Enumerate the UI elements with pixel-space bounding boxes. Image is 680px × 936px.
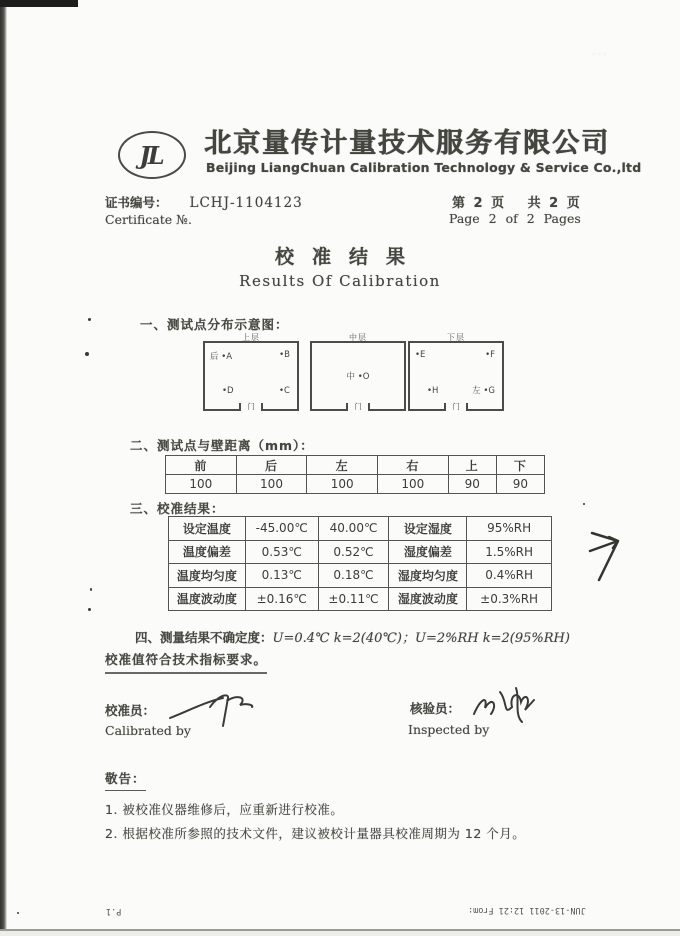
result-cell: 湿度均匀度 [389, 564, 467, 588]
door-marker [203, 403, 299, 411]
inspector-signature [468, 680, 548, 728]
result-cell: 95%RH [467, 517, 552, 541]
company-logo [118, 131, 186, 179]
test-point-F: •F [485, 350, 495, 360]
test-point-D: •D [222, 386, 234, 396]
result-cell: 40.00℃ [318, 517, 389, 541]
result-cell: 湿度偏差 [389, 540, 467, 564]
table-row [166, 475, 545, 494]
notice-heading: 敬告： [105, 769, 146, 791]
result-cell: ±0.16℃ [245, 587, 318, 611]
page-indicator-en: Page 2 of 2 Pages [449, 211, 581, 226]
table-row [169, 587, 552, 611]
table-row [169, 564, 552, 588]
scan-smudge-artifact: ··· [592, 48, 609, 61]
distance-header-left: 左 [307, 456, 378, 475]
scan-speck [85, 352, 89, 356]
calibrated-by-label-cn: 校准员： [105, 703, 156, 718]
distance-header-top: 上 [448, 456, 496, 475]
scan-speck [88, 318, 91, 321]
handwritten-check-mark [588, 518, 638, 588]
section4-uncertainty-line [135, 627, 570, 646]
table-row [169, 540, 552, 564]
diagram-bottom-layer [408, 333, 504, 411]
test-point-C: •C [279, 386, 290, 396]
distance-value: 90 [448, 475, 496, 494]
distance-value: 100 [307, 475, 378, 494]
door-marker [408, 403, 504, 411]
scan-bottom-margin [0, 931, 680, 936]
document-title-en: Results Of Calibration [239, 272, 441, 290]
scan-speck [90, 588, 92, 591]
scan-speck [88, 608, 91, 611]
distance-value: 100 [378, 475, 449, 494]
result-cell: ±0.3%RH [467, 587, 552, 611]
section1-heading: 一、测试点分布示意图： [140, 317, 289, 332]
result-cell: 湿度波动度 [389, 587, 467, 611]
result-cell: 设定湿度 [389, 517, 467, 541]
distance-value: 100 [236, 475, 307, 494]
result-cell: 0.18℃ [318, 564, 389, 588]
conclusion-underline [105, 672, 267, 674]
test-point-B: •B [279, 350, 290, 360]
calibrated-by-label-en: Calibrated by [105, 723, 191, 738]
certificate-label-en: Certificate №. [105, 212, 192, 227]
scan-speck [583, 503, 585, 505]
distance-header-bottom: 下 [496, 456, 544, 475]
door-label: 门 [354, 402, 362, 411]
company-name-chinese: 北京量传计量技术服务有限公司 [204, 128, 610, 159]
logo-jl-text: JL [139, 140, 162, 170]
distance-value: 90 [496, 475, 544, 494]
door-marker [310, 403, 406, 411]
result-cell: 温度波动度 [169, 587, 246, 611]
test-point-G: 左 •G [472, 386, 495, 396]
diagram-bottom-layer-label: 下层 [447, 333, 465, 342]
diagram-top-layer [203, 333, 299, 411]
table-row [166, 456, 545, 475]
test-point-A: 后 •A [210, 352, 233, 362]
certificate-number-row [105, 193, 303, 211]
distance-header-right: 右 [378, 456, 449, 475]
calibration-results-table [168, 516, 552, 611]
result-cell: 0.52℃ [318, 540, 389, 564]
certificate-label-cn: 证书编号： [105, 195, 168, 210]
door-label: 门 [452, 402, 460, 411]
diagram-middle-layer [310, 333, 406, 411]
diagram-middle-layer-label: 中层 [349, 333, 367, 342]
door-label: 门 [247, 402, 255, 411]
wall-distance-table [165, 455, 545, 494]
document-title-cn: 校准结果 [274, 246, 423, 268]
section4-prefix: 四、测量结果不确定度： [135, 630, 273, 645]
fax-timestamp: JUN-13-2011 12:21 From: [468, 905, 586, 915]
table-row [169, 517, 552, 541]
result-cell: ±0.11℃ [318, 587, 389, 611]
diagram-top-layer-label: 上层 [242, 333, 260, 342]
company-name-english: Beijing LiangChuan Calibration Technology & Service Co.,ltd [206, 160, 642, 175]
scan-top-corner-artifact [0, 0, 78, 7]
uncertainty-values: U=0.4℃ k=2(40℃)；U=2%RH k=2(95%RH) [272, 631, 570, 646]
section2-heading: 二、测试点与壁距离（mm）： [130, 438, 314, 453]
distance-header-front: 前 [166, 456, 237, 475]
inspected-by-label-en: Inspected by [408, 722, 490, 737]
notice-item-1: 1. 被校准仪器维修后，应重新进行校准。 [105, 802, 344, 817]
conclusion-statement: 校准值符合技术指标要求。 [105, 652, 268, 667]
result-cell: 0.4%RH [467, 564, 552, 588]
certificate-number: LCHJ-1104123 [189, 195, 303, 211]
distance-value: 100 [166, 475, 237, 494]
test-point-E: •E [415, 350, 426, 360]
inspected-by-label-cn: 核验员： [410, 701, 461, 716]
calibrator-signature [168, 686, 278, 728]
fax-page-number: P.1 [106, 906, 122, 916]
result-cell: 温度偏差 [169, 540, 246, 564]
result-cell: 0.53℃ [245, 540, 318, 564]
notice-item-2: 2. 根据校准所参照的技术文件，建议被校计量器具校准周期为 12 个月。 [105, 826, 526, 841]
result-cell: 设定温度 [169, 517, 246, 541]
result-cell: 0.13℃ [245, 564, 318, 588]
scan-speck [17, 912, 19, 914]
result-cell: -45.00℃ [245, 517, 318, 541]
page-indicator-cn: 第 2 页 共 2 页 [452, 196, 582, 211]
result-cell: 温度均匀度 [169, 564, 246, 588]
result-cell: 1.5%RH [467, 540, 552, 564]
distance-header-back: 后 [236, 456, 307, 475]
test-point-O: 中 •O [346, 372, 370, 382]
test-point-H: •H [427, 386, 439, 396]
section3-heading: 三、校准结果： [130, 501, 225, 516]
scan-left-edge-artifact [0, 0, 7, 932]
